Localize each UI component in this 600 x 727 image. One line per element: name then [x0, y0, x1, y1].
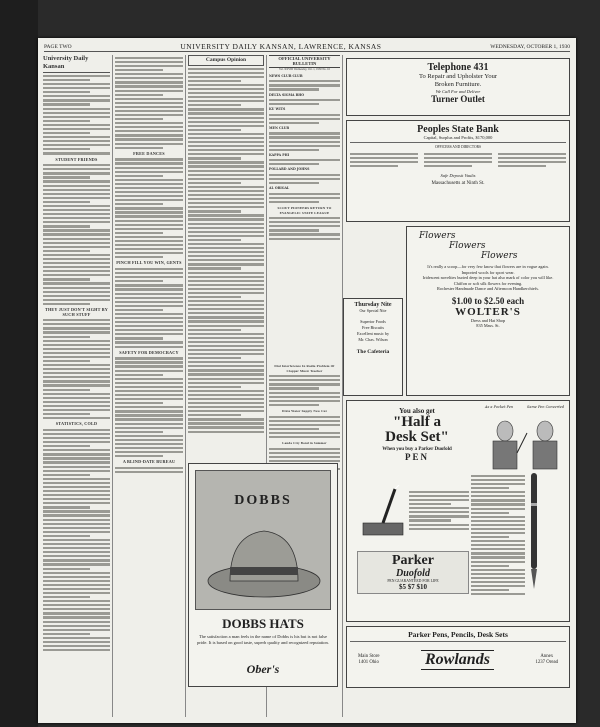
subhead-sight: THEY JUST DON'T SIGHT BY SUCH STUFF — [44, 307, 109, 317]
masthead — [44, 42, 570, 52]
bulletin-item: MEN CLUB — [269, 125, 290, 130]
column-rule — [112, 55, 113, 717]
parker-ad — [346, 400, 570, 622]
rowlands-name: Rowlands — [421, 650, 494, 670]
cafeteria-name: The Cafeteria — [356, 349, 390, 355]
men-with-pens-illustration — [487, 413, 567, 473]
duofold-brand: Duofold — [396, 568, 430, 579]
bank-officers-head: OFFICERS AND DIRECTORS — [434, 145, 482, 149]
bulletin-column — [269, 55, 340, 365]
bulletin-item: NEWS CLUB CLUB — [269, 73, 303, 78]
editorial-body — [43, 164, 110, 305]
masthead-title: UNIVERSITY DAILY KANSAN, LAWRENCE, KANSAS — [180, 42, 382, 51]
cafeteria-line: Mr. Chas. Wilson — [358, 337, 388, 342]
headline-blind-date: A BLIND-DATE BUREAU — [122, 459, 176, 465]
newspaper-page — [38, 38, 576, 723]
column-rule — [185, 55, 186, 717]
flowers-text: Rochester Handmade Dance and Afternoon Handkerchiefs. — [437, 286, 539, 292]
caption-pocket-pen: As a Pocket Pen — [485, 405, 514, 409]
dobbs-title: DOBBS HATS — [222, 616, 304, 631]
caption-converted: Same Pen Converted — [527, 405, 565, 409]
column-3 — [188, 55, 264, 460]
flowers-ad — [406, 226, 570, 396]
bulletin-item: POLLARD AND JOHNS — [269, 167, 310, 172]
parker-body-text — [471, 473, 525, 597]
cafeteria-ad — [343, 298, 403, 396]
masthead-date: WEDNESDAY, OCTOBER 1, 1930 — [490, 43, 570, 50]
bank-title: Peoples State Bank — [417, 124, 499, 135]
parker-pen-word: PEN — [405, 452, 429, 462]
bulletin-item: KU WITS — [269, 107, 286, 112]
paper-nameplate: University Daily Kansan — [43, 55, 110, 73]
flowers-price: $1.00 to $2.50 each — [451, 295, 525, 306]
dobbs-text: The satisfaction a man feels in the name of Dobbs is his but is not false pride. It is based on good taste, superb quality and recognized reputation. — [197, 634, 329, 645]
telephone-line: Broken Furniture. — [434, 81, 482, 88]
parker-brand: Parker — [392, 553, 434, 568]
flowers-line: Flowers — [449, 241, 486, 251]
headline-scout: SCOUT PIONEERS RETURN TO EVANGELIC STATE LEAGUE — [277, 205, 332, 215]
main-store-label: Main Store — [358, 654, 380, 659]
headline-fire: Landa City Bond in Summer — [282, 441, 327, 446]
bulletin-item: AL ORIGAL — [269, 186, 290, 191]
pen-illustration — [527, 473, 541, 591]
parker-small-text — [409, 489, 469, 532]
headline-pinch: PINCH FILL YOU WIN, GENTS — [116, 260, 182, 266]
column-1 — [43, 55, 110, 720]
desk-base-illustration — [357, 485, 409, 541]
telephone-line: To Repair and Upholster Your — [418, 73, 498, 80]
main-store-address: 1401 Ohio — [358, 660, 379, 665]
editorial-headline: STUDENT FRIENDS — [55, 156, 98, 162]
rowlands-ad — [346, 626, 570, 688]
cafeteria-sub: Our Special Nite — [359, 308, 387, 313]
annex-label: Annex — [540, 654, 554, 659]
headline-free-dances: FREE DANCES — [133, 150, 165, 156]
parker-prices: $5 $7 $10 — [399, 583, 427, 591]
parker-you-also: You also get — [399, 407, 435, 415]
annex-address: 1237 Oread — [535, 660, 558, 665]
telephone-name: Turner Outlet — [431, 94, 485, 104]
headline-safety: SAFETY FOR DEMOCRACY — [119, 349, 179, 355]
headline-clapper: Dial Interference In Radio Problem Of Clapper Music Teacher — [274, 364, 335, 373]
wolters-sub: Dress and Hat Shop — [470, 317, 506, 323]
article-body — [43, 429, 110, 651]
flowers-text: Chiffon or soft silk flowers for evening. — [453, 280, 523, 286]
telephone-title: Telephone 431 — [427, 62, 489, 73]
bank-officers-list — [350, 151, 566, 169]
parker-when: When you buy a Parker Duofold — [382, 447, 452, 452]
dobbs-top-word: DOBBS — [234, 493, 292, 508]
telephone-line: We Call For and Deliver — [435, 89, 481, 94]
rowlands-title: Parker Pens, Pencils, Desk Sets — [350, 630, 566, 642]
annex-store — [535, 654, 558, 666]
scan-edge — [0, 0, 38, 727]
telephone-ad — [346, 58, 570, 116]
cafeteria-line: Free Biscuits — [362, 325, 384, 330]
cafeteria-title: Thursday Nite — [354, 302, 392, 308]
flowers-line: Flowers — [419, 231, 456, 241]
parker-headline: "Half a — [393, 414, 441, 430]
dobbs-illustration — [195, 470, 331, 610]
page-number: PAGE TWO — [44, 43, 72, 50]
bulletin-sub: Vol. XXVIII Wednesday, Oct. 1, 1930 No. 16 — [279, 68, 330, 72]
wolters-address: 835 Mass. St. — [476, 322, 500, 328]
flowers-line: Flowers — [481, 251, 518, 261]
subhead-statistics: STATISTICS, COLD — [55, 421, 98, 427]
obers-name: Ober's — [246, 662, 280, 676]
parker-guarantee: PEN GUARANTEED FOR LIFE — [387, 579, 439, 583]
bulletin-item: KAPPA PHI — [269, 152, 290, 157]
cafeteria-line: Superior Foods — [360, 319, 386, 324]
bulletin-item: DELTA SIGMA RHO — [269, 92, 305, 97]
bulletin-title: OFFICIAL UNIVERSITY BULLETIN — [269, 55, 340, 68]
bank-capital: Capital, Surplus and Profits, $170,000 — [350, 135, 566, 143]
cafeteria-line: Excellent music by — [356, 331, 390, 336]
headline-water: Dixie Water Supply Now Cut — [282, 408, 327, 413]
hat-icon — [196, 511, 332, 611]
flowers-text: Iridescent novelties buried deep in your hat also mark of color you will like. — [422, 275, 554, 281]
main-store — [358, 654, 379, 666]
dobbs-ad — [188, 463, 338, 687]
bank-service: Safe Deposit Vaults — [440, 173, 476, 179]
parker-logo-block — [357, 551, 469, 594]
bank-address: Massachusetts at Ninth St. — [431, 181, 485, 187]
bank-ad — [346, 120, 570, 222]
campus-opinion-title: Campus Opinion — [188, 55, 264, 66]
article-body — [43, 319, 110, 419]
flowers-text: It's really a scoop—for very few know that flowers are in vogue again. — [427, 264, 549, 269]
column-2 — [115, 55, 183, 473]
staff-box — [43, 75, 110, 155]
flowers-text: Imported wools for sport wear. — [461, 269, 515, 275]
parker-headline: Desk Set" — [385, 429, 449, 445]
wolters-name: WOLTER'S — [455, 305, 521, 318]
